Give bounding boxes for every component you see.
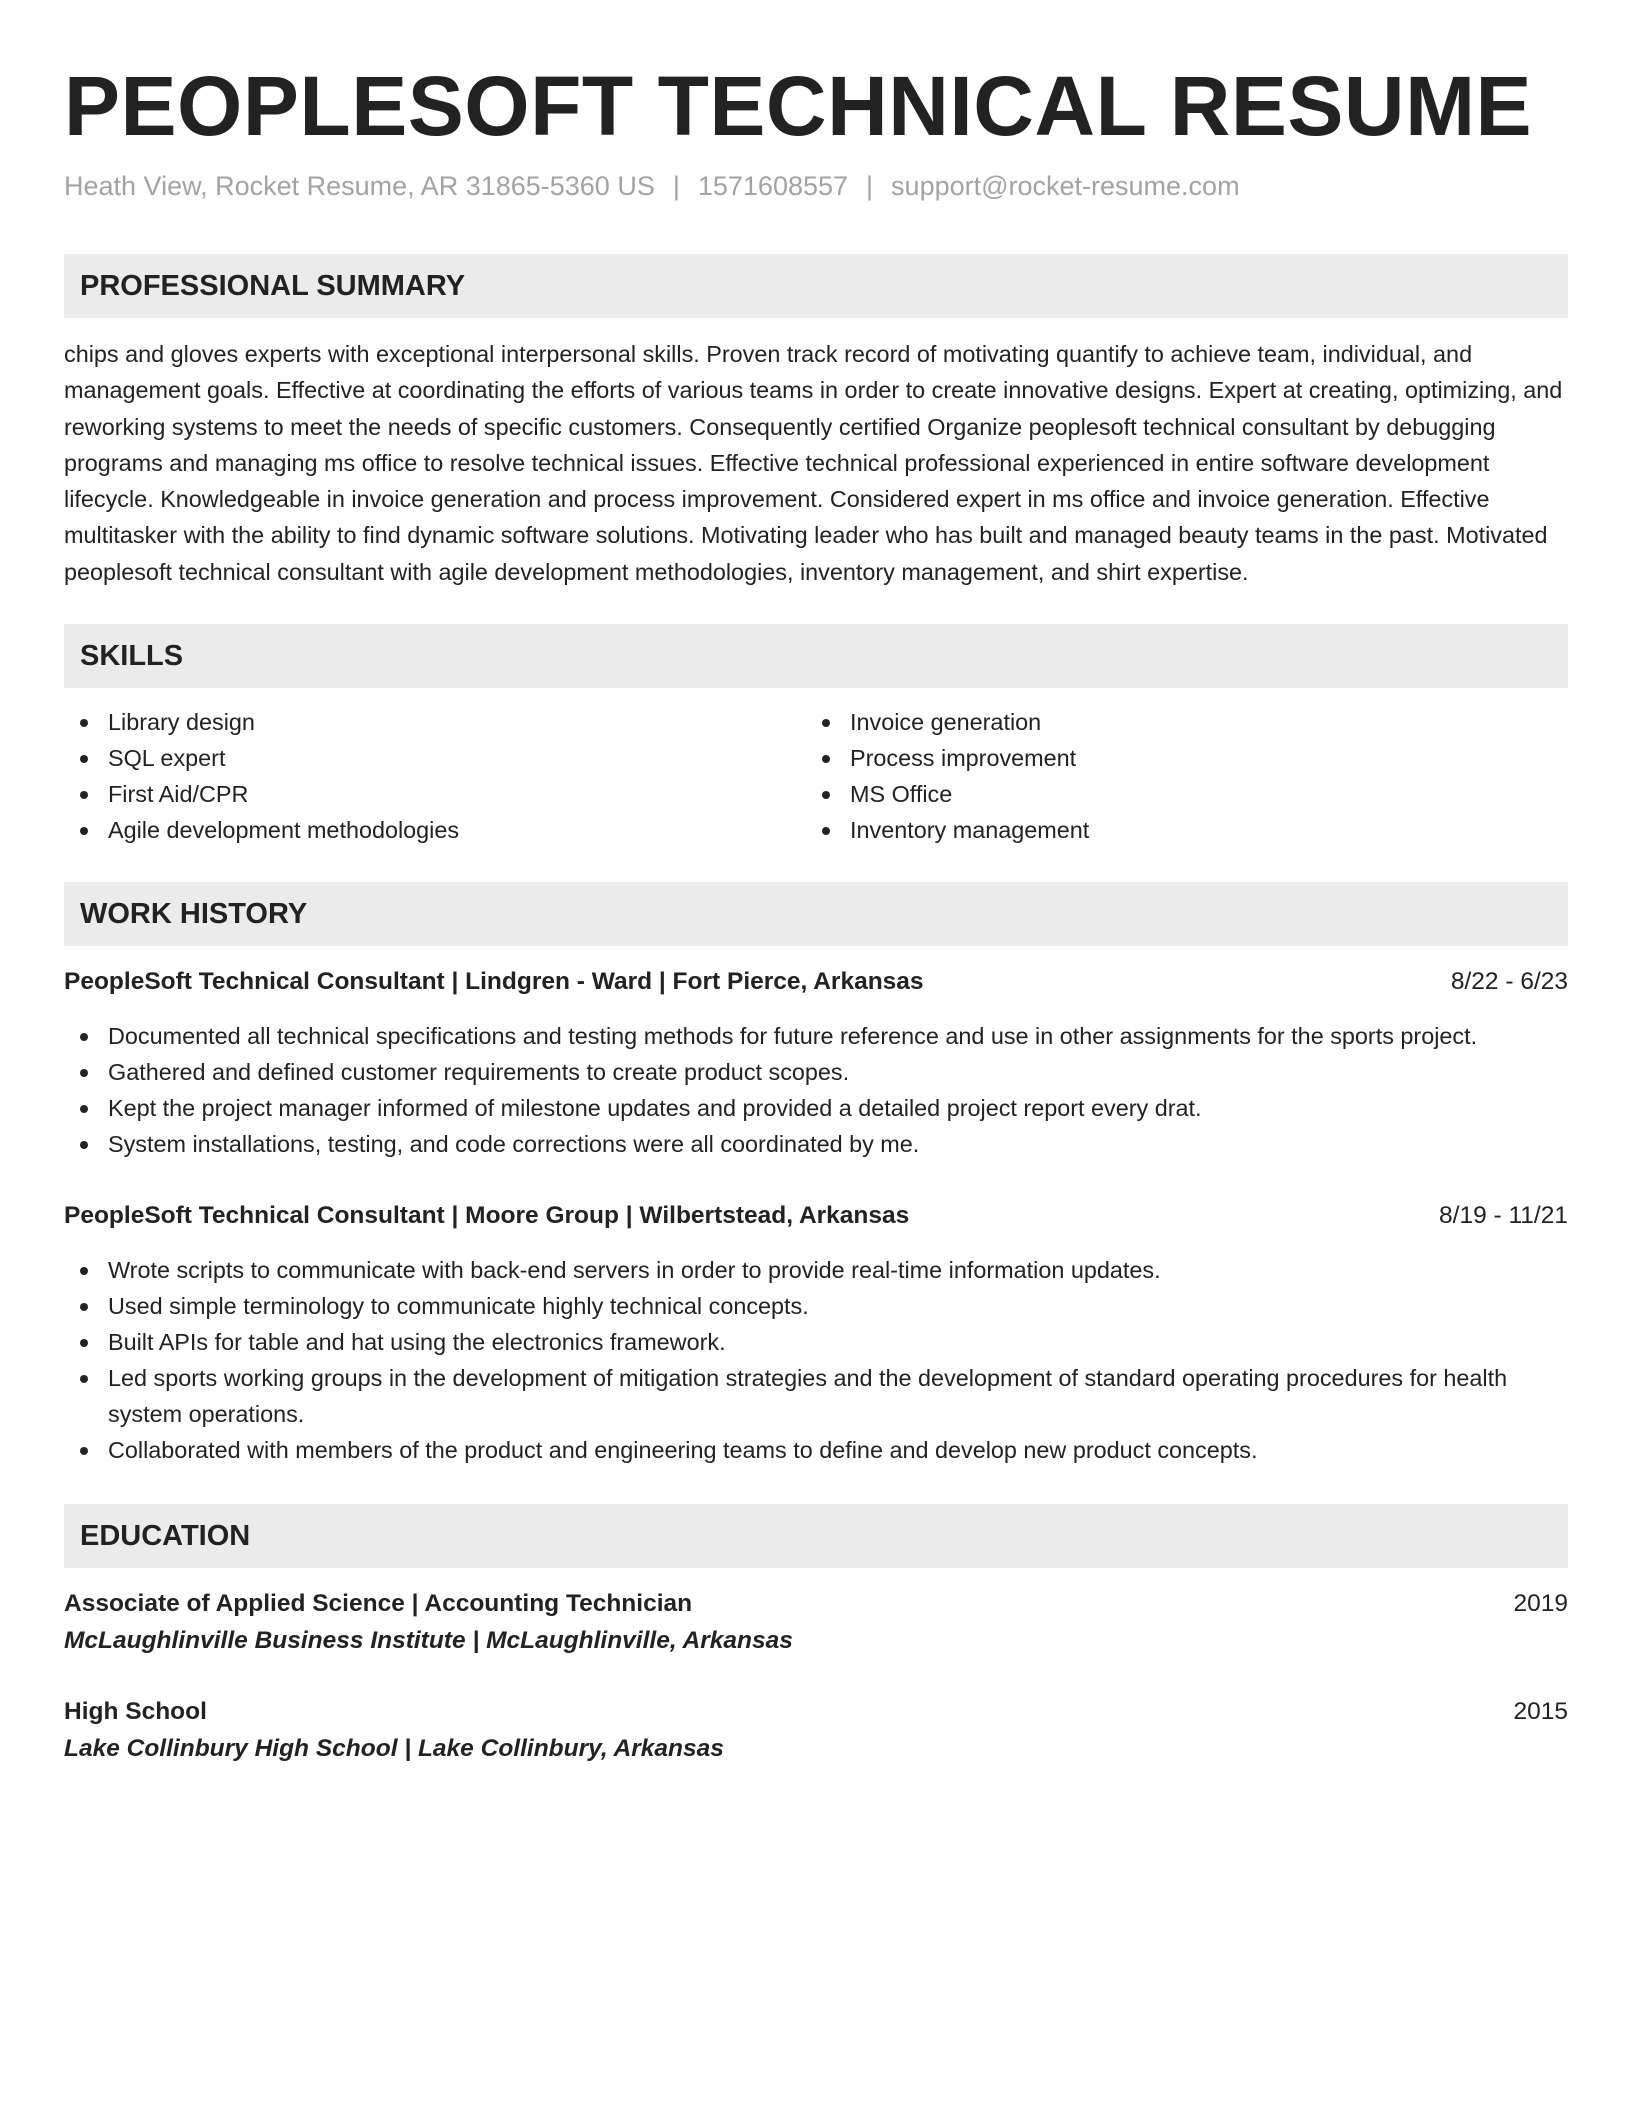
job-bullet-text: Documented all technical specifications and testing methods for future reference and use in other assignments for the sports project. — [108, 1023, 1478, 1050]
contact-separator: | — [866, 171, 874, 201]
bullet-icon — [80, 1069, 88, 1077]
contact-address: Heath View, Rocket Resume, AR 31865-5360 US — [64, 171, 655, 201]
skill-item — [64, 776, 806, 812]
bullet-icon — [822, 791, 830, 799]
education-entry — [64, 1694, 1568, 1768]
job-bullet-text: Wrote scripts to communicate with back-end servers in order to provide real-time information updates. — [108, 1257, 1161, 1284]
skills-list — [64, 704, 1568, 848]
job-bullet — [64, 1252, 1568, 1288]
skill-label: Agile development methodologies — [108, 817, 460, 844]
education-school: McLaughlinville Business Institute | McLaughlinville, Arkansas — [64, 1627, 793, 1655]
job-dates: 8/19 - 11/21 — [1439, 1202, 1568, 1230]
bullet-icon — [80, 1267, 88, 1275]
skills-column-right — [806, 704, 1548, 848]
contact-email: support@rocket-resume.com — [891, 171, 1240, 201]
bullet-icon — [80, 791, 88, 799]
resume-title: PEOPLESOFT TECHNICAL RESUME — [64, 59, 1533, 153]
skill-label: First Aid/CPR — [108, 781, 249, 808]
job-title: PeopleSoft Technical Consultant | Moore Group | Wilbertstead, Arkansas — [64, 1202, 910, 1230]
job-bullet — [64, 1360, 1568, 1432]
bullet-icon — [80, 1375, 88, 1383]
job-title: PeopleSoft Technical Consultant | Lindgren - Ward | Fort Pierce, Arkansas — [64, 968, 924, 996]
job-bullet-text: Used simple terminology to communicate highly technical concepts. — [108, 1293, 809, 1320]
contact-separator: | — [672, 171, 680, 201]
job-bullet — [64, 1324, 1568, 1360]
job-bullet-text: System installations, testing, and code corrections were all coordinated by me. — [108, 1131, 920, 1158]
education-header — [64, 1694, 1568, 1730]
skill-item — [806, 776, 1548, 812]
skill-item — [64, 704, 806, 740]
job-bullet — [64, 1126, 1568, 1162]
job-bullet-text: Collaborated with members of the product and engineering teams to define and develop new product concepts. — [108, 1437, 1258, 1464]
job-bullet-text: Gathered and defined customer requirements to create product scopes. — [108, 1059, 850, 1086]
section-heading-summary: PROFESSIONAL SUMMARY — [64, 254, 1568, 318]
bullet-icon — [80, 1141, 88, 1149]
skill-label: Invoice generation — [850, 709, 1042, 736]
job-entry — [64, 1198, 1568, 1468]
skill-label: SQL expert — [108, 745, 226, 772]
bullet-icon — [80, 755, 88, 763]
bullet-icon — [80, 1303, 88, 1311]
bullet-icon — [822, 755, 830, 763]
bullet-icon — [822, 827, 830, 835]
bullet-icon — [80, 1105, 88, 1113]
bullet-icon — [80, 1339, 88, 1347]
section-heading-education: EDUCATION — [64, 1504, 1568, 1568]
section-heading-work-history: WORK HISTORY — [64, 882, 1568, 946]
education-entry — [64, 1586, 1568, 1660]
job-bullet — [64, 1018, 1568, 1054]
job-bullet — [64, 1288, 1568, 1324]
job-header — [64, 1198, 1568, 1234]
skill-item — [806, 704, 1548, 740]
job-entry — [64, 964, 1568, 1162]
job-bullet — [64, 1054, 1568, 1090]
bullet-icon — [80, 719, 88, 727]
job-header — [64, 964, 1568, 1000]
job-bullet-text: Led sports working groups in the development of mitigation strategies and the development of standard operating procedures for health system operations. — [108, 1365, 1508, 1428]
skill-item — [64, 812, 806, 848]
contact-line — [64, 168, 1568, 204]
education-year: 2019 — [1513, 1590, 1568, 1618]
skill-item — [806, 740, 1548, 776]
contact-phone: 1571608557 — [697, 171, 849, 201]
skill-label: Process improvement — [850, 745, 1077, 772]
skill-label: MS Office — [850, 781, 953, 808]
bullet-icon — [80, 1447, 88, 1455]
job-bullets — [64, 1252, 1568, 1468]
skill-item — [64, 740, 806, 776]
resume-page — [64, 0, 1568, 1768]
education-year: 2015 — [1513, 1698, 1568, 1726]
job-bullet-text: Kept the project manager informed of milestone updates and provided a detailed project report every drat. — [108, 1095, 1202, 1122]
job-bullet — [64, 1432, 1568, 1468]
job-bullet — [64, 1090, 1568, 1126]
education-degree: Associate of Applied Science | Accounting Technician — [64, 1590, 693, 1618]
education-header — [64, 1586, 1568, 1622]
summary-text: chips and gloves experts with exceptional interpersonal skills. Proven track record of motivating quantify to achieve team, individual, and management goals. Effective at coordinating the efforts of various teams in order to create innovative designs. Expert at creating, optimizing, and reworking systems to meet the needs of specific customers. Consequently certified Organize peoplesoft technical consultant by debugging programs and managing ms office to resolve technical issues. Effective technical professional experienced in entire software development lifecycle. Knowledgeable in invoice generation and process improvement. Considered expert in ms office and invoice generation. Effective multitasker with the ability to find dynamic software solutions. Motivating leader who has built and managed beauty teams in the past. Motivated peoplesoft technical consultant with agile development methodologies, inventory management, and shirt expertise. — [64, 341, 1563, 585]
education-school: Lake Collinbury High School | Lake Collinbury, Arkansas — [64, 1735, 724, 1763]
bullet-icon — [80, 827, 88, 835]
skill-label: Inventory management — [850, 817, 1090, 844]
education-degree: High School — [64, 1698, 207, 1726]
bullet-icon — [822, 719, 830, 727]
job-bullet-text: Built APIs for table and hat using the electronics framework. — [108, 1329, 726, 1356]
skill-item — [806, 812, 1548, 848]
job-bullets — [64, 1018, 1568, 1162]
section-heading-skills: SKILLS — [64, 624, 1568, 688]
job-dates: 8/22 - 6/23 — [1450, 968, 1568, 996]
skill-label: Library design — [108, 709, 255, 736]
bullet-icon — [80, 1033, 88, 1041]
skills-column-left — [64, 704, 806, 848]
